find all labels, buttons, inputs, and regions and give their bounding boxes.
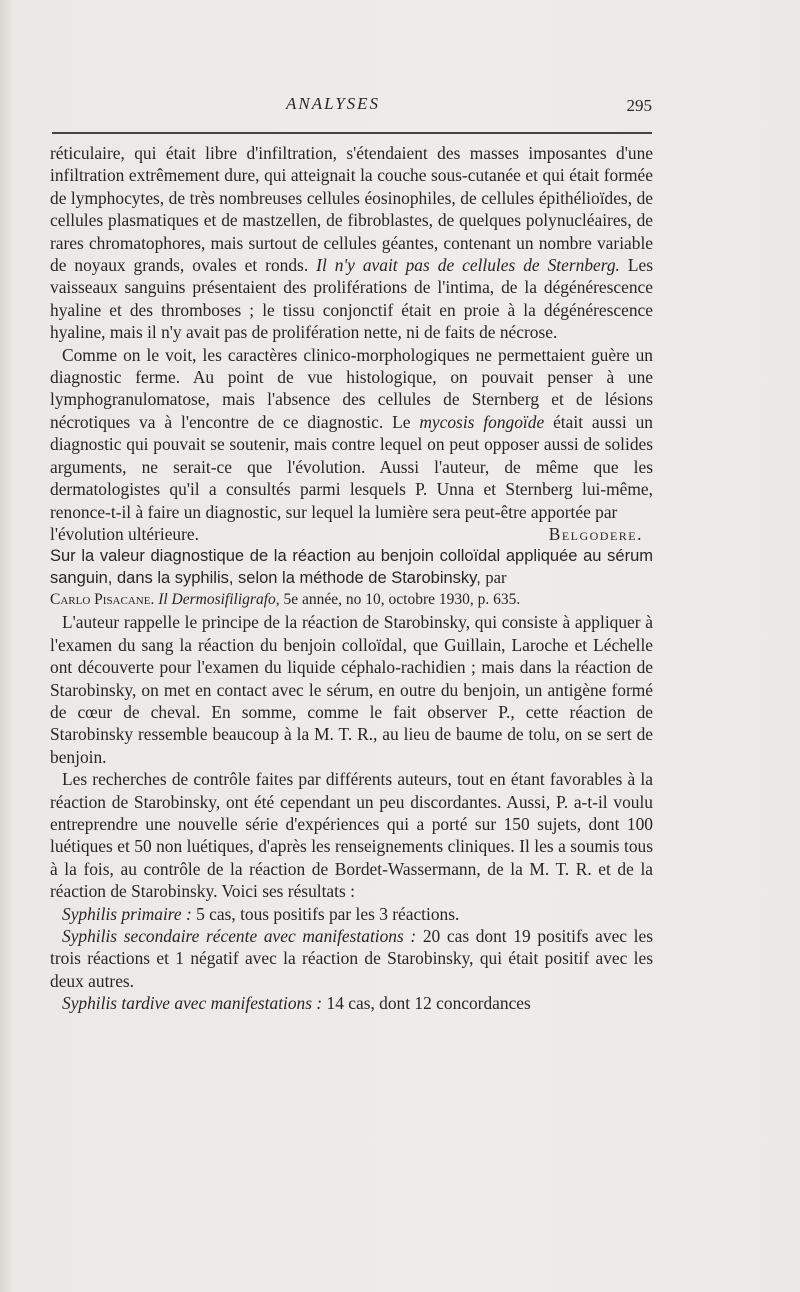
article-citation — [50, 589, 653, 611]
paragraph-1 — [50, 142, 653, 344]
title-text: Sur la valeur diagnostique de la réaction au benjoin colloïdal appliquée au sérum sanguin, dans la syphilis, selon la méthode de Starobinsky, — [50, 547, 653, 588]
text-run: Comme on le voit, les caractères clinico-morphologiques ne permettaient guère un diagnostic ferme. Au point de vue histologique, on pouvait penser à une lymphogranulomatose, mais l'absence des cellules de Sternberg et de lésions nécrotiques va à l'encontre de ce diagnostic. Le — [50, 344, 653, 432]
result-label: Syphilis tardive avec manifestations : — [62, 993, 323, 1014]
result-label: Syphilis secondaire récente avec manifestations : — [62, 926, 417, 946]
author-name: Carlo Pisacane. — [50, 591, 155, 609]
italic-run: Il n'y avait pas de cellules de Sternberg. — [316, 255, 620, 276]
paragraph-2 — [50, 344, 653, 523]
result-secondary — [50, 925, 653, 992]
running-title: ANALYSES — [286, 94, 381, 113]
paragraph-3: L'auteur rappelle le principe de la réaction de Starobinsky, qui consiste à appliquer à l'examen du sang la réaction du benjoin colloïdal, que Guillain, Laroche et Léchelle ont découverte pour l'examen du liquide céphalo-rachidien ; mais dans la réaction de Starobinsky, on met en contact avec le sérum, en outre du benjoin, un antigène formé de cœur de cheval. En somme, comme le fait observer P., cette réaction de Starobinsky ressemble beaucoup à la M. T. R., au lieu de baume de tolu, on se sert de benjoin. — [50, 612, 653, 767]
journal-name: Il Dermosifiligrafo, — [158, 591, 280, 609]
signature-line — [50, 523, 653, 545]
paragraph-4: Les recherches de contrôle faites par différents auteurs, tout en étant favorables à la réaction de Starobinsky, ont été cependant un peu discordantes. Aussi, P. a-t-il voulu entreprendre une nouvelle série d'expériences qui a porté sur 150 sujets, dont 100 luétiques et 50 non luétiques, d'après les renseignements cliniques. Il les a soumis tous à la fois, au contrôle de la réaction de Bordet-Wassermann, de la M. T. R. et de la réaction de Starobinsky. Voici ses résultats : — [50, 769, 653, 902]
text-run: Les vaisseaux sanguins présentaient des proliférations de l'intima, de la dégénérescence hyaline et des thromboses ; le tissu conjonctif était en proie à la dégénérescence hyaline, mais il n'y avait pas de prolifération nette, ni de faits de nécrose. — [50, 255, 653, 343]
page-number: 295 — [626, 96, 652, 115]
header-rule — [52, 132, 652, 134]
result-text: 5 cas, tous positifs par les 3 réactions. — [191, 903, 460, 924]
body-text — [50, 142, 653, 1015]
byline-par: par — [485, 568, 507, 588]
page-header — [50, 94, 652, 124]
last-line: l'évolution ultérieure. — [50, 523, 199, 544]
result-tardive — [50, 992, 653, 1014]
text-run: était aussi un diagnostic qui pouvait se soutenir, mais contre lequel on peut opposer aussi de solides arguments, ne serait-ce que l'évolution. Aussi l'auteur, de même que les dermatologistes qu'il a consultés parmi lesquels P. Unna et Sternberg lui-même, renonce-t-il à faire un diagnostic, sur lequel la lumière sera peut-être apportée par — [50, 411, 653, 522]
result-text: 20 cas dont 19 positifs avec les trois réactions et 1 négatif avec la réaction de Starobinsky, qui était positif avec les deux autres. — [50, 926, 653, 991]
result-text: 14 cas, dont 12 concordances — [322, 993, 531, 1014]
result-label: Syphilis primaire : — [62, 903, 192, 924]
reviewer-signature: Belgodere. — [548, 523, 643, 544]
result-primary — [50, 903, 653, 925]
italic-run: mycosis fongoïde — [419, 411, 545, 432]
text-run: réticulaire, qui était libre d'infiltration, s'étendaient des masses imposantes d'une infiltration extrêmement dure, qui atteignait la couche sous-cutanée et qui était formée de lymphocytes, de très nombreuses cellules éosinophiles, de cellules épithélioïdes, de cellules plasmatiques et de mastzellen, de fibroblastes, de quelques polynucléaires, de rares chromatophores, mais surtout de cellules géantes, contenant un nombre variable de noyaux grands, ovales et ronds. — [50, 143, 653, 276]
article-title — [50, 545, 653, 589]
citation-details: 5e année, no 10, octobre 1930, p. 635. — [283, 591, 521, 609]
